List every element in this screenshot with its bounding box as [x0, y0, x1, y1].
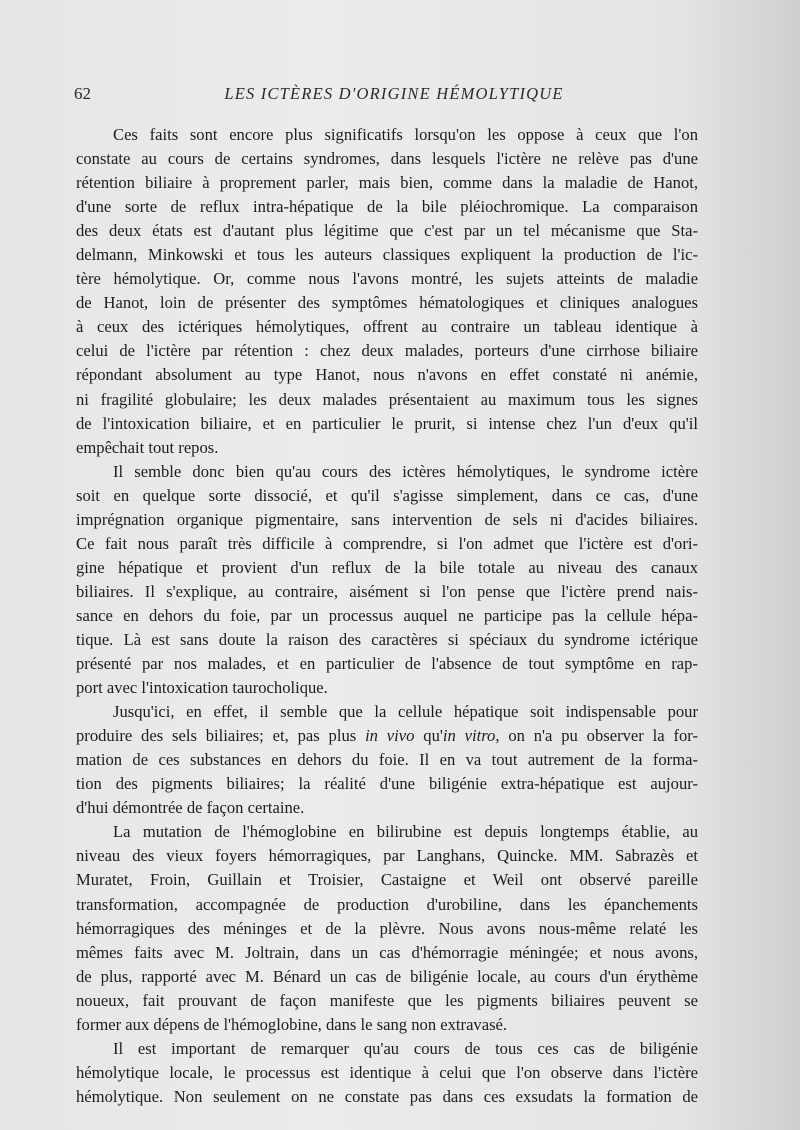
- text-span: qu': [414, 726, 443, 746]
- italic-in-vitro: in vitro: [442, 726, 496, 746]
- text-line: Ce fait nous paraît très difficile à comprendre, si l'on admet que l'ictère est d'ori-: [76, 533, 698, 553]
- text-line: d'une sorte de reflux intra-hépatique de la bile pléiochromique. La comparaison: [76, 197, 698, 217]
- text-line: imprégnation organique pigmentaire, sans intervention de sels ni d'acides biliaires.: [76, 509, 698, 529]
- text-line: de plus, rapporté avec M. Bénard un cas de biligénie locale, au cours d'un érythème: [76, 966, 698, 986]
- text-line: noueux, fait prouvant de façon manifeste que les pigments biliaires peuvent se: [76, 990, 698, 1010]
- text-span: , on n'a pu observer la for-: [495, 726, 698, 746]
- text-line: biliaires. Il s'explique, au contraire, aisément si l'on pense que l'ictère prend nais-: [76, 581, 698, 601]
- text-line: transformation, accompagnée de production d'urobiline, dans les épanchements: [76, 894, 698, 914]
- text-line: rétention biliaire à proprement parler, mais bien, comme dans la maladie de Hanot,: [76, 173, 698, 193]
- text-line: constate au cours de certains syndromes, dans lesquels l'ictère ne relève pas d'une: [76, 149, 698, 169]
- text-line: empêchait tout repos.: [76, 437, 219, 457]
- text-line: des deux états est d'autant plus légitime que c'est par un tel mécanisme que Sta-: [76, 221, 698, 241]
- text-line: tique. Là est sans doute la raison des caractères si spéciaux du syndrome ictérique: [76, 629, 698, 649]
- text-line: former aux dépens de l'hémoglobine, dans le sang non extravasé.: [76, 1014, 508, 1034]
- text-line: Muratet, Froin, Guillain et Troisier, Castaigne et Weil ont observé pareille: [76, 870, 698, 890]
- text-line: hémolytique locale, le processus est identique à celui que l'on observe dans l'ictère: [76, 1062, 698, 1082]
- text-line: mation de ces substances en dehors du foie. Il en va tout autrement de la forma-: [76, 750, 698, 770]
- text-line: répondant absolument au type Hanot, nous n'avons en effet constaté ni anémie,: [76, 365, 698, 385]
- paragraph-3-line: Jusqu'ici, en effet, il semble que la cellule hépatique soit indispensable pour: [113, 702, 698, 722]
- text-line: tère hémolytique. Or, comme nous l'avons montré, les sujets atteints de maladie: [76, 269, 698, 289]
- text-span: produire des sels biliaires; et, pas plus: [76, 726, 357, 746]
- text-line: hémolytique. Non seulement on ne constate pas dans ces exsudats la formation de: [76, 1086, 698, 1106]
- text-line: de Hanot, loin de présenter des symptômes hématologiques et cliniques analogues: [76, 293, 698, 313]
- text-line: hémorragiques des méninges et de la plèvre. Nous avons nous-même relaté les: [76, 918, 698, 938]
- text-line: sance en dehors du foie, par un processus auquel ne participe pas la cellule hépa-: [76, 605, 698, 625]
- text-line: delmann, Minkowski et tous les auteurs classiques expliquent la production de l'ic-: [76, 245, 698, 265]
- paragraph-1-line: Ces faits sont encore plus significatifs lorsqu'on les oppose à ceux que l'on: [113, 125, 698, 144]
- page-header: [74, 84, 714, 108]
- paragraph-5-line: Il est important de remarquer qu'au cours de tous ces cas de biligénie: [113, 1038, 698, 1058]
- paragraph-4-line: La mutation de l'hémoglobine en bilirubine est depuis longtemps établie, au: [113, 822, 698, 842]
- text-line: à ceux des ictériques hémolytiques, offrent au contraire un tableau identique à: [76, 317, 698, 337]
- text-line: port avec l'intoxication taurocholique.: [76, 678, 328, 698]
- text-line-with-italics: [76, 724, 698, 748]
- text-line: ni fragilité globulaire; les deux malades présentaient au maximum tous les signes: [76, 389, 698, 409]
- text-line: d'hui démontrée de façon certaine.: [76, 798, 305, 818]
- paragraph-2-line: Il semble donc bien qu'au cours des ictères hémolytiques, le syndrome ictère: [113, 461, 698, 481]
- italic-in-vivo: in vivo: [365, 726, 415, 746]
- text-line: gine hépatique et provient d'un reflux de la bile totale au niveau des canaux: [76, 557, 698, 577]
- text-line: niveau des vieux foyers hémorragiques, par Langhans, Quincke. MM. Sabrazès et: [76, 846, 698, 866]
- running-title: LES ICTÈRES D'ORIGINE HÉMOLYTIQUE: [224, 84, 564, 103]
- text-line: tion des pigments biliaires; la réalité d'une biligénie extra-hépatique est aujour-: [76, 774, 698, 794]
- body-text: [76, 123, 698, 1109]
- text-line: de l'intoxication biliaire, et en particulier le prurit, si intense chez l'un d'eux qu'il: [76, 413, 698, 433]
- text-line: mêmes faits avec M. Joltrain, dans un cas d'hémorragie méningée; et nous avons,: [76, 942, 698, 962]
- text-line: présenté par nos malades, et en particulier de l'absence de tout symptôme en rap-: [76, 654, 698, 674]
- text-line: soit en quelque sorte dissocié, et qu'il s'agisse simplement, dans ce cas, d'une: [76, 485, 698, 505]
- page-number: 62: [74, 84, 91, 103]
- text-line: celui de l'ictère par rétention : chez deux malades, porteurs d'une cirrhose biliaire: [76, 341, 698, 361]
